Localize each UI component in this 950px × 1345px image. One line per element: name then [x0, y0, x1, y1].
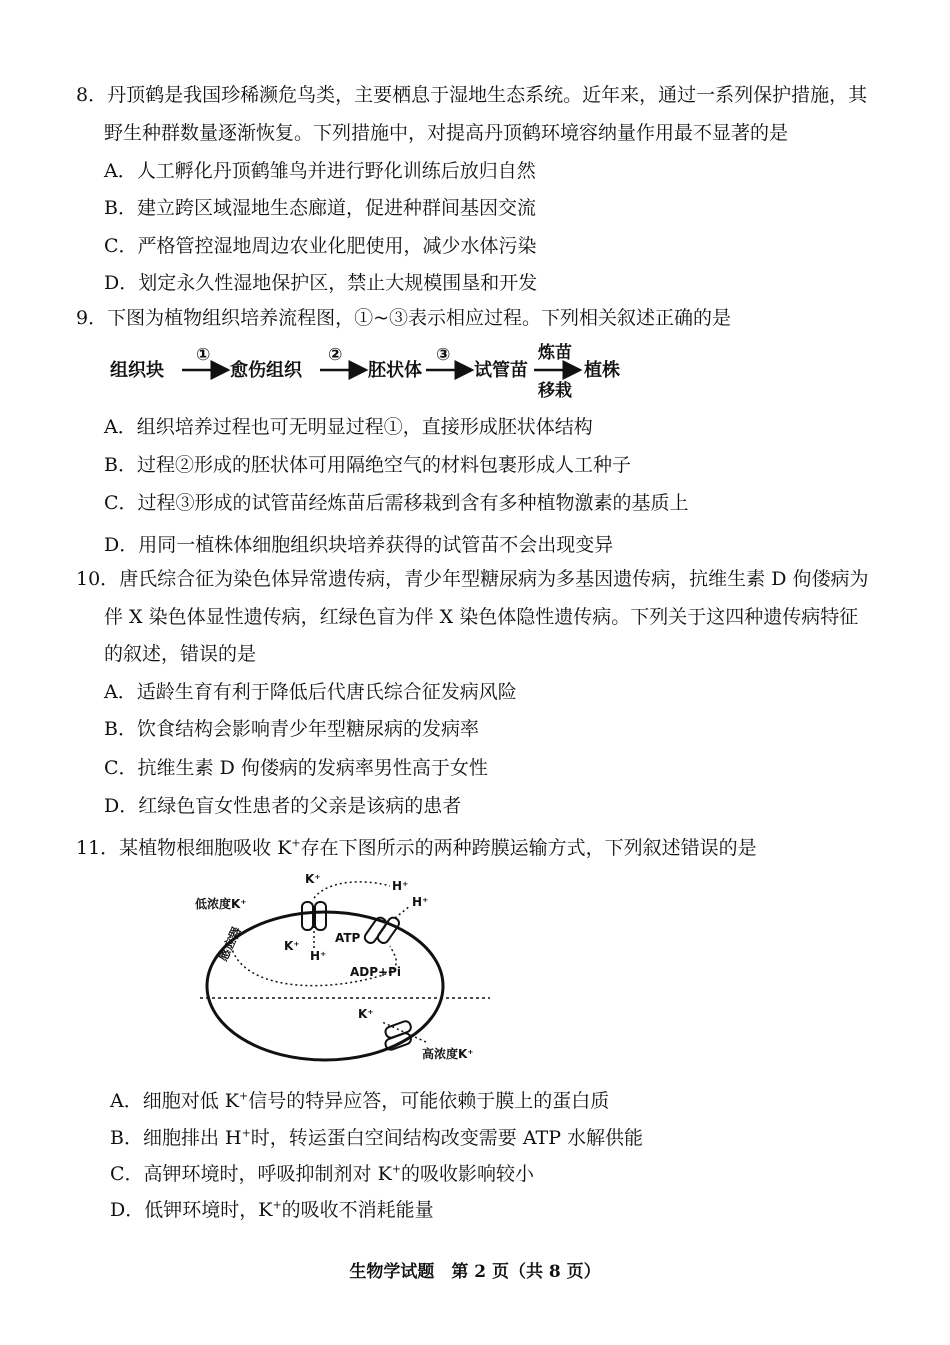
q11-option-a [110, 1088, 609, 1114]
flow-arrow-label-3: ③ [436, 345, 451, 365]
label-h-inner: H⁺ [310, 949, 327, 963]
label-low-k: 低浓度K⁺ [195, 897, 247, 911]
q9-option-d: D．用同一植株体细胞组织块培养获得的试管苗不会出现变异 [104, 534, 614, 556]
page-footer: 生物学试题 第 2 页（共 8 页） [349, 1262, 601, 1282]
q11-option-d-pre: D．低钾环境时，K [110, 1199, 273, 1221]
superscript-plus: + [238, 1089, 249, 1103]
superscript-plus: + [241, 1126, 251, 1140]
q11-option-b-post: 时，转运蛋白空间结构改变需要 ATP 水解供能 [250, 1127, 644, 1149]
q9-option-b: B．过程②形成的胚状体可用隔绝空气的材料包裹形成人工种子 [104, 454, 631, 476]
label-sensor: 感应器 [216, 924, 244, 964]
superscript-plus: + [272, 1198, 282, 1212]
k-h-channel [302, 902, 313, 930]
q11-stem-post: 存在下图所示的两种跨膜运输方式，下列叙述错误的是 [300, 837, 757, 859]
q9-stem: 9．下图为植物组织培养流程图，①~③表示相应过程。下列相关叙述正确的是 [76, 307, 732, 329]
q11-option-a-pre: A．细胞对低 K [110, 1090, 239, 1112]
flow-arrow-label-1: ① [196, 345, 211, 365]
k-channel-lower-half [384, 1032, 412, 1051]
q10-stem-line2: 伴 X 染色体显性遗传病，红绿色盲为伴 X 染色体隐性遗传病。下列关于这四种遗传病特征 [104, 606, 859, 628]
flow-node-plant: 植株 [584, 360, 620, 381]
label-h-right: H⁺ [412, 895, 429, 909]
q9-option-a: A．组织培养过程也可无明显过程①，直接形成胚状体结构 [104, 416, 593, 438]
flow-arrow-label-top: 炼苗 [538, 343, 572, 363]
label-atp: ATP [335, 931, 361, 945]
q8-option-a: A．人工孵化丹顶鹤雏鸟并进行野化训练后放归自然 [104, 160, 536, 182]
q11-option-b [110, 1125, 643, 1151]
q10-stem-line1: 10．唐氏综合征为染色体异常遗传病，青少年型糖尿病为多基因遗传病，抗维生素 D 佝偻病为 [76, 568, 869, 590]
q8-option-c: C．严格管控湿地周边农业化肥使用，减少水体污染 [104, 235, 537, 257]
flow-node-embryoid: 胚状体 [368, 360, 422, 381]
q10-option-a: A．适龄生育有利于降低后代唐氏综合征发病风险 [104, 681, 517, 703]
q11-option-c-pre: C．高钾环境时，呼吸抑制剂对 K [110, 1163, 392, 1185]
cell-membrane [207, 912, 443, 1060]
superscript-plus: + [291, 836, 301, 850]
superscript-plus: + [391, 1162, 401, 1176]
q11-stem [76, 835, 757, 861]
label-k-inner: K⁺ [284, 939, 300, 953]
h-efflux-path [314, 882, 390, 898]
flow-arrow-label-bottom: 移栽 [538, 381, 572, 401]
q11-stem-pre: 11．某植物根细胞吸收 K [76, 837, 292, 859]
q8-option-d: D．划定永久性湿地保护区，禁止大规模围垦和开发 [104, 272, 538, 294]
q11-option-b-pre: B．细胞排出 H [110, 1127, 242, 1149]
q8-stem-line1: 8．丹顶鹤是我国珍稀濒危鸟类，主要栖息于湿地生态系统。近年来，通过一系列保护措施，其 [76, 84, 868, 106]
q11-option-a-post: 信号的特异应答，可能依赖于膜上的蛋白质 [248, 1090, 610, 1112]
q10-option-d: D．红绿色盲女性患者的父亲是该病的患者 [104, 795, 462, 817]
flow-arrow-label-2: ② [328, 345, 343, 365]
label-adp-pi: ADP+Pi [350, 965, 402, 979]
proton-pump [363, 916, 388, 945]
h-pump-out [395, 906, 410, 918]
q11-option-c [110, 1161, 534, 1187]
flow-node-callus: 愈伤组织 [230, 360, 302, 381]
k-transport-diagram [190, 866, 510, 1066]
flow-node-tissue-block: 组织块 [110, 360, 164, 381]
label-h-top: H⁺ [392, 879, 409, 893]
q11-option-c-post: 的吸收影响较小 [401, 1163, 535, 1185]
q10-option-b: B．饮食结构会影响青少年型糖尿病的发病率 [104, 718, 479, 740]
k-h-channel-half [315, 902, 326, 930]
q9-option-c: C．过程③形成的试管苗经炼苗后需移栽到含有多种植物激素的基质上 [104, 492, 689, 514]
q11-option-d-post: 的吸收不消耗能量 [281, 1199, 434, 1221]
q10-stem-line3: 的叙述，错误的是 [104, 643, 257, 665]
label-high-k: 高浓度K⁺ [422, 1047, 474, 1061]
label-k-top: K⁺ [305, 872, 321, 886]
label-k-lower: K⁺ [358, 1007, 374, 1021]
flow-node-test-tube-plantlet: 试管苗 [474, 360, 528, 381]
tissue-culture-flowchart [110, 340, 650, 406]
q8-option-b: B．建立跨区域湿地生态廊道，促进种群间基因交流 [104, 197, 536, 219]
q8-stem-line2: 野生种群数量逐渐恢复。下列措施中，对提高丹顶鹤环境容纳量作用最不显著的是 [104, 122, 789, 144]
q11-option-d [110, 1197, 434, 1223]
q10-option-c: C．抗维生素 D 佝偻病的发病率男性高于女性 [104, 757, 488, 779]
